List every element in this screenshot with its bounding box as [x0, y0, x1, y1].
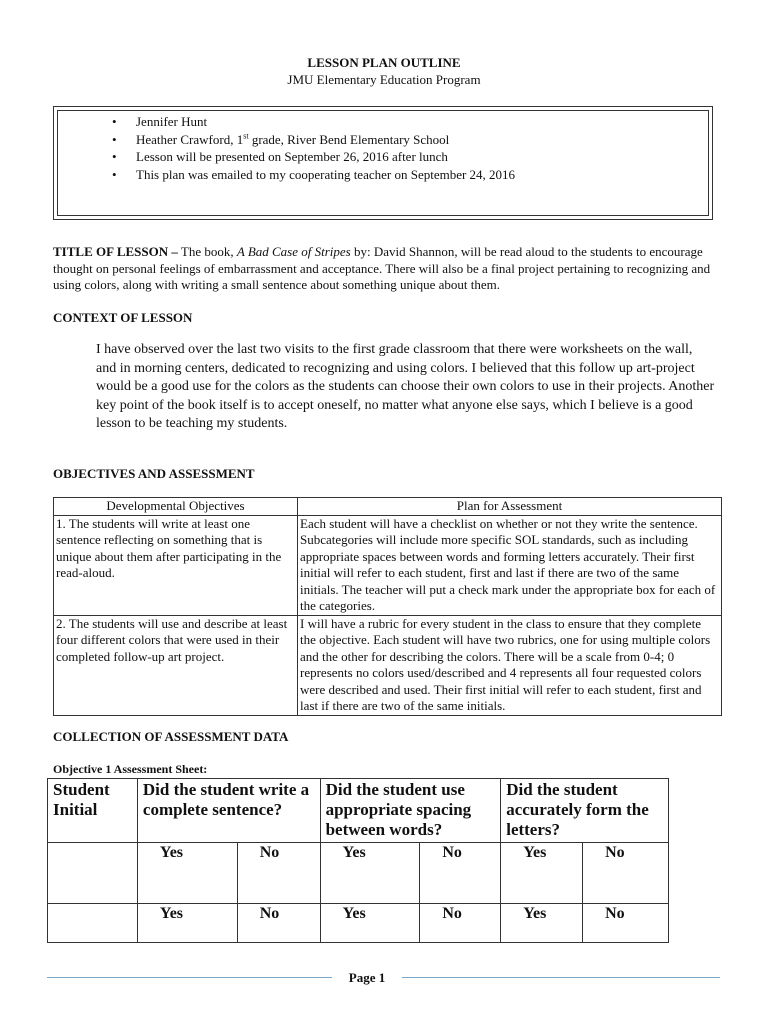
assessment-plan-cell: I will have a rubric for every student in the class to ensure that they complete the objective. Each student will have two rubrics, one for using multiple colors and the other for describing the colors. There will be a scale from 0-4; 0 represents no colors used/described and 4 represents all four requested colors were described and used. Their first initial will refer to each student, first and last if there are two of the same initials. [298, 615, 722, 715]
context-body: I have observed over the last two visits to the first grade classroom that there were worksheets on the wall, and in morning centers, dedicated to recognizing and using colors. I believed that this follow up art-project would be a good use for the colors as the students can choose their own colors to use in their projects. Another key point of the book itself is to accept oneself, no matter what anyone else says, which I believe is a good lesson to be teaching my students. [96, 342, 715, 431]
yes-cell: Yes [320, 904, 420, 943]
book-title: A Bad Case of Stripes [236, 244, 351, 259]
yes-cell: Yes [320, 843, 420, 904]
collection-heading: COLLECTION OF ASSESSMENT DATA [53, 729, 289, 744]
assessment-plan-cell: Each student will have a checklist on whether or not they write the sentence. Subcategories will include more specific SOL standards, such as including appropriate spaces between words and forming letters accurately. Their first initial will refer to each student, first and last if there are two of the same initials. The teacher will put a check mark under the appropriate box for each of the categories. [298, 515, 722, 615]
context-heading: CONTEXT OF LESSON [53, 310, 193, 325]
no-cell: No [237, 843, 320, 904]
objectives-heading: OBJECTIVES AND ASSESSMENT [53, 466, 255, 481]
student-initial-cell [48, 843, 138, 904]
info-item-student [112, 113, 515, 131]
info-item-date [112, 148, 515, 166]
info-item-teacher-sup: st [243, 131, 249, 141]
info-item-student-text: Jennifer Hunt [136, 114, 208, 129]
footer-divider-right [402, 977, 720, 978]
title-of-lesson-paragraph [53, 244, 715, 294]
info-item-email [112, 166, 515, 184]
table-row [54, 515, 722, 615]
table-row [54, 615, 722, 715]
assessment-sheet-table [47, 778, 669, 943]
yes-cell: Yes [501, 843, 583, 904]
info-item-date-text: Lesson will be presented on September 26, 2016 after lunch [136, 149, 448, 164]
no-cell: No [237, 904, 320, 943]
yes-cell: Yes [137, 843, 237, 904]
no-cell: No [420, 904, 501, 943]
objective-cell: 1. The students will write at least one sentence reflecting on something that is unique about them after participating in the read-aloud. [54, 515, 298, 615]
no-cell: No [583, 904, 669, 943]
yes-cell: Yes [501, 904, 583, 943]
table-row [48, 904, 669, 943]
objectives-col-header: Developmental Objectives [54, 498, 298, 516]
title-of-lesson-text-b: by: David Shannon, will be read aloud to the students to encourage thought on personal feelings of embarrassment and acceptance. There will also be a final project pertaining to recognizing and using colors, along with writing a small sentence about something unique about them. [53, 244, 711, 292]
yes-cell: Yes [137, 904, 237, 943]
info-list [112, 113, 515, 183]
no-cell: No [583, 843, 669, 904]
student-initial-header: Student Initial [48, 779, 138, 843]
document-subtitle: JMU Elementary Education Program [287, 72, 481, 87]
objectives-header-row [54, 498, 722, 516]
info-item-teacher-text-b: grade, River Bend Elementary School [248, 131, 450, 147]
objective-cell: 2. The students will use and describe at least four different colors that were used in their completed follow-up art project. [54, 615, 298, 715]
question-complete-sentence-header: Did the student write a complete sentence? [137, 779, 320, 843]
page-number: Page 1 [348, 970, 386, 985]
assessment-header-row [48, 779, 669, 843]
assessment-col-header: Plan for Assessment [298, 498, 722, 516]
info-box [53, 106, 713, 220]
title-of-lesson-text-a: The book, [177, 244, 237, 259]
student-initial-cell [48, 904, 138, 943]
title-of-lesson-label: TITLE OF LESSON – [53, 244, 178, 259]
info-item-teacher [112, 131, 515, 149]
assessment-sheet-label: Objective 1 Assessment Sheet: [53, 762, 208, 776]
info-item-teacher-text-a: Heather Crawford, 1 [136, 131, 244, 147]
question-letter-form-header: Did the student accurately form the letters? [501, 779, 669, 843]
no-cell: No [420, 843, 501, 904]
document-title: LESSON PLAN OUTLINE [307, 55, 461, 70]
info-item-email-text: This plan was emailed to my cooperating teacher on September 24, 2016 [136, 166, 516, 182]
footer-divider-left [47, 977, 332, 978]
table-row [48, 843, 669, 904]
objectives-table [53, 497, 722, 716]
question-spacing-header: Did the student use appropriate spacing between words? [320, 779, 501, 843]
